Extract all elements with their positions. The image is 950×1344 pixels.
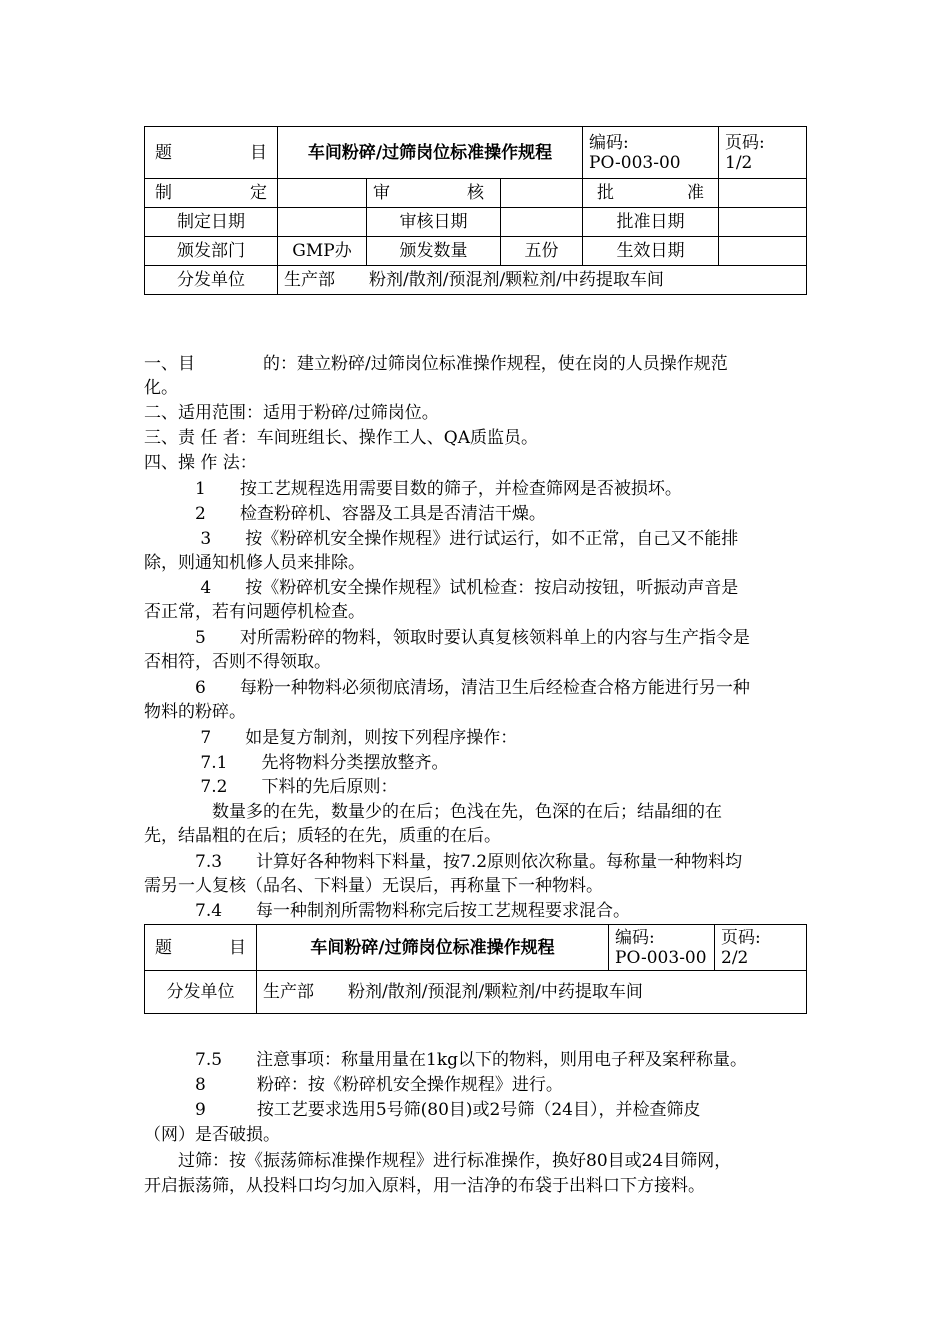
body-line: 7.4 每一种制剂所需物料称完后按工艺规程要求混合。 <box>144 901 631 921</box>
title-label-char2: 目 <box>229 937 246 958</box>
body-line: 三、责 任 者：车间班组长、操作工人、QA质监员。 <box>144 428 539 448</box>
code-value: PO-003-00 <box>615 947 707 968</box>
made-label-char2: 定 <box>250 183 267 203</box>
body-line: 过筛：按《振荡筛标准操作规程》进行标准操作，换好80目或24目筛网， <box>144 1151 732 1171</box>
code-label: 编码: <box>615 927 655 948</box>
body-line: 四、操 作 法： <box>144 453 257 473</box>
title-label-char2: 目 <box>250 142 267 163</box>
dist-label: 分发单位 <box>145 971 257 1014</box>
body-line: 4 按《粉碎机安全操作规程》试机检查：按启动按钮，听振动声音是 <box>144 578 739 598</box>
body-line: 7.3 计算好各种物料下料量，按7.2原则依次称量。每称量一种物料均 <box>144 852 743 872</box>
body-line: 6 每粉一种物料必须彻底清场，清洁卫生后经检查合格方能进行另一种 <box>144 678 750 698</box>
header-table-page1 <box>144 126 807 295</box>
body-line: 2 检查粉碎机、容器及工具是否清洁干燥。 <box>144 504 546 524</box>
body-line: 否相符，否则不得领取。 <box>144 652 331 672</box>
title-label <box>145 127 278 179</box>
body-line: 开启振荡筛，从投料口均匀加入原料，用一洁净的布袋于出料口下方接料。 <box>144 1176 705 1196</box>
body-line: （网）是否破损。 <box>144 1125 280 1145</box>
issue-dept-label: 颁发部门 <box>145 237 278 266</box>
code-label: 编码: <box>589 132 629 153</box>
review-date-value <box>501 208 583 237</box>
body-line: 二、适用范围：适用于粉碎/过筛岗位。 <box>144 403 439 423</box>
body-line: 除，则通知机修人员来排除。 <box>144 553 365 573</box>
body-line: 7.2 下料的先后原则： <box>144 777 398 797</box>
approve-label-char2: 准 <box>687 183 705 203</box>
title-label-char1: 题 <box>155 142 172 163</box>
body-line: 7 如是复方制剂，则按下列程序操作： <box>144 728 518 748</box>
code-value: PO-003-00 <box>589 152 681 173</box>
body-line: 7.5 注意事项：称量用量在1kg以下的物料，则用电子秤及案秤称量。 <box>144 1050 748 1070</box>
effective-date-value <box>719 237 807 266</box>
body-line: 物料的粉碎。 <box>144 702 246 722</box>
code-cell <box>583 127 719 179</box>
body-line: 5 对所需粉碎的物料，领取时要认真复核领料单上的内容与生产指令是 <box>144 628 750 648</box>
review-label-char1: 审 <box>373 183 390 203</box>
review-date-label: 审核日期 <box>367 208 501 237</box>
page-cell <box>715 925 807 971</box>
page-value: 2/2 <box>721 947 749 968</box>
effective-date-label: 生效日期 <box>583 237 719 266</box>
approve-date-label: 批准日期 <box>583 208 719 237</box>
dist-value: 生产部 粉剂/散剂/预混剂/颗粒剂/中药提取车间 <box>257 971 807 1014</box>
made-value <box>278 179 367 208</box>
page-label: 页码: <box>721 927 761 948</box>
body-line: 需另一人复核（品名、下料量）无误后，再称量下一种物料。 <box>144 876 603 896</box>
dist-value: 生产部 粉剂/散剂/预混剂/颗粒剂/中药提取车间 <box>278 266 807 295</box>
title-label <box>145 925 257 971</box>
body-line: 8 粉碎：按《粉碎机安全操作规程》进行。 <box>144 1075 563 1095</box>
body-line: 7.1 先将物料分类摆放整齐。 <box>144 753 449 773</box>
title-label-char1: 题 <box>155 937 172 958</box>
issue-qty-label: 颁发数量 <box>367 237 501 266</box>
review-label <box>367 179 501 208</box>
body-line: 先，结晶粗的在后；质轻的在先，质重的在后。 <box>144 826 501 846</box>
body-line: 3 按《粉碎机安全操作规程》进行试运行，如不正常，自己又不能排 <box>144 529 739 549</box>
page-label: 页码: <box>725 132 765 153</box>
issue-dept-value: GMP办 <box>278 237 367 266</box>
document-title: 车间粉碎/过筛岗位标准操作规程 <box>257 925 609 971</box>
issue-qty-value: 五份 <box>501 237 583 266</box>
body-line: 一、目 的：建立粉碎/过筛岗位标准操作规程，使在岗的人员操作规范 <box>144 354 728 374</box>
approve-label-char1: 批 <box>597 183 615 203</box>
approve-label <box>583 179 719 208</box>
approve-date-value <box>719 208 807 237</box>
made-date-value <box>278 208 367 237</box>
made-label <box>145 179 278 208</box>
review-label-char2: 核 <box>467 183 484 203</box>
made-date-label: 制定日期 <box>145 208 278 237</box>
page-value: 1/2 <box>725 152 753 173</box>
body-line: 1 按工艺规程选用需要目数的筛子，并检查筛网是否被损坏。 <box>144 479 682 499</box>
code-cell <box>609 925 715 971</box>
body-line: 否正常，若有问题停机检查。 <box>144 602 365 622</box>
header-table-page2 <box>144 924 807 1014</box>
review-value <box>501 179 583 208</box>
body-line: 9 按工艺要求选用5号筛(80目)或2号筛（24目），并检查筛皮 <box>144 1100 701 1120</box>
dist-label: 分发单位 <box>145 266 278 295</box>
body-line: 数量多的在先，数量少的在后；色浅在先，色深的在后；结晶细的在 <box>144 802 722 822</box>
page-cell <box>719 127 807 179</box>
body-line: 化。 <box>144 378 178 398</box>
made-label-char1: 制 <box>155 183 172 203</box>
approve-value <box>719 179 807 208</box>
document-title: 车间粉碎/过筛岗位标准操作规程 <box>278 127 583 179</box>
